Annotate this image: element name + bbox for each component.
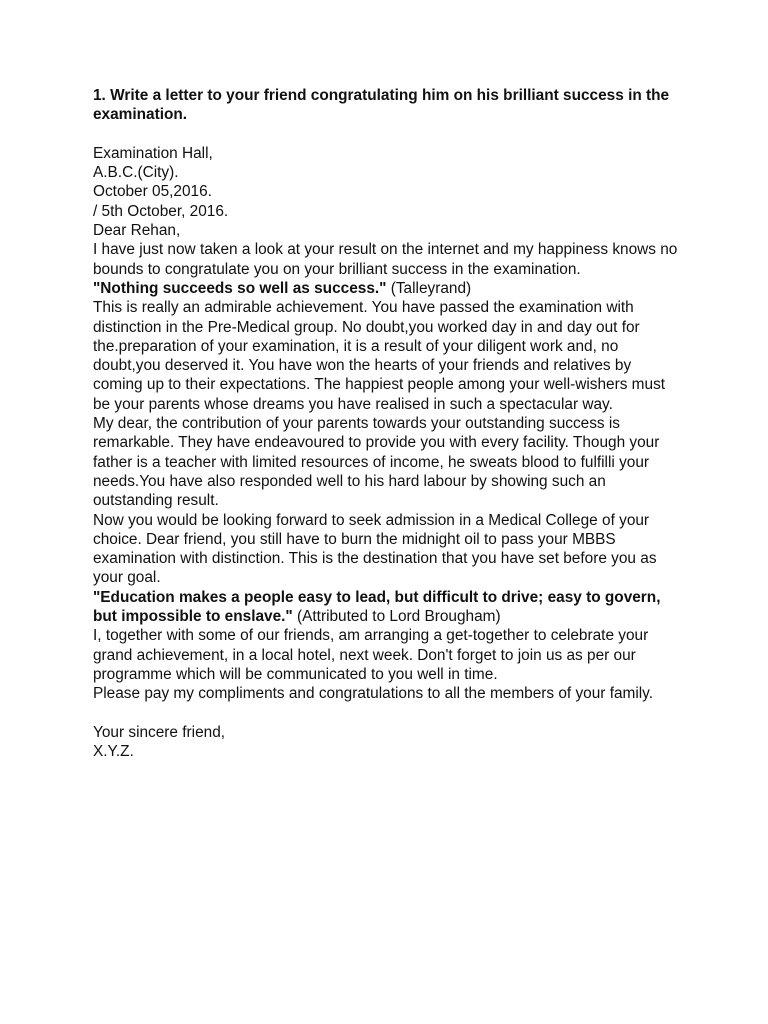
address-line-2: A.B.C.(City).: [93, 164, 179, 182]
date-line-2: / 5th October, 2016.: [93, 202, 229, 220]
quote-2: [93, 588, 678, 627]
paragraph-4: Now you would be looking forward to seek admission in a Medical College of your choice. Dear friend, you still have to burn the midnight oil to pass your MBBS examination with distinction. This is the destination that you have set before you as your goal.: [93, 511, 657, 587]
salutation: Dear Rehan,: [93, 222, 181, 240]
question-heading: 1. Write a letter to your friend congratulating him on his brilliant success in the examination.: [93, 87, 670, 124]
address-line-1: Examination Hall,: [93, 144, 213, 162]
quote-1-text: "Nothing succeeds so well as success.": [93, 279, 387, 297]
paragraph-2: This is really an admirable achievement. You have passed the examination with distinction in the Pre-Medical group. No doubt,you worked day in and day out for the.preparation of your examination, it is a result of your diligent work and, no doubt,you deserved it. You have won the hearts of your friends and relatives by coming up to their expectations. The happiest people among your well-wishers must be your parents whose dreams you have realised in such a spectacular way.: [93, 299, 666, 413]
letter-page: [93, 86, 683, 761]
spacer: [93, 125, 683, 144]
date-line-1: October 05,2016.: [93, 183, 212, 201]
closing-line: Your sincere friend,: [93, 723, 226, 741]
quote-1-author: (Talleyrand): [386, 279, 472, 297]
paragraph-6: Please pay my compliments and congratulations to all the members of your family.: [93, 685, 654, 703]
paragraph-5: I, together with some of our friends, am arranging a get-together to celebrate your grand achievement, in a local hotel, next week. Don't forget to join us as per our programme which will be communicated to you well in time.: [93, 627, 649, 683]
spacer: [93, 704, 683, 723]
paragraph-3: My dear, the contribution of your parents towards your outstanding success is remarkable. They have endeavoured to provide you with every facility. Though your father is a teacher with limited resources of income, he sweats blood to fulfilli your needs.You have also responded well to his hard labour by showing such an outstanding result.: [93, 415, 660, 510]
signature: X.Y.Z.: [93, 743, 134, 761]
quote-2-author: (Attributed to Lord Brougham): [292, 608, 501, 626]
quote-2-text: "Education makes a people easy to lead, but difficult to drive; easy to govern, but impossible to enslave.": [93, 588, 661, 626]
intro-paragraph: I have just now taken a look at your result on the internet and my happiness knows no bounds to congratulate you on your brilliant success in the examination.: [93, 241, 678, 278]
quote-1: [93, 279, 678, 298]
